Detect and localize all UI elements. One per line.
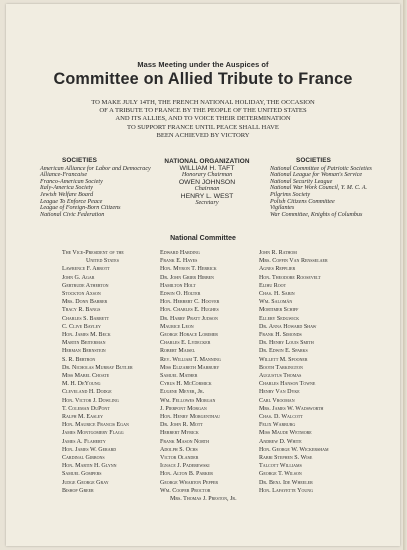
national-organization-header: NATIONAL ORGANIZATION [164, 158, 250, 165]
page-edge [403, 0, 407, 550]
society-item: League To Enforce Peace [40, 198, 103, 205]
committee-member: George T. Wilson [259, 471, 302, 478]
committee-member: M. H. DeYoung [62, 381, 101, 388]
committee-member: Hon. Alton B. Parker [160, 471, 213, 478]
committee-member: United States [86, 258, 119, 265]
committee-member: Chas. D. Walcott [259, 414, 303, 421]
society-item: National Civic Federation [40, 211, 105, 218]
committee-member: Willett M. Spooner [259, 356, 308, 363]
committee-member: Felix Warburg [259, 422, 296, 429]
committee-member: Tracy R. Bangs [62, 307, 101, 314]
committee-member: Victor Olander [160, 455, 199, 462]
committee-member: Mrs. James W. Wadsworth [259, 405, 324, 412]
committee-member: John R. Rathom [259, 250, 297, 256]
committee-member: Miss Elizabeth Marbury [160, 364, 220, 371]
committee-member: Charles Hanson Towne [259, 381, 316, 388]
committee-member: Frank E. Hayes [160, 258, 198, 265]
committee-member: Wm. Cooper Proctor [160, 487, 211, 494]
committee-member: Charles S. Barrett [62, 315, 110, 322]
officer-name: OWEN JOHNSON [178, 179, 236, 186]
committee-member: Samuel Mather [160, 373, 198, 380]
statement-line: TO SUPPORT FRANCE UNTIL PEACE SHALL HAVE [127, 123, 279, 131]
committee-member: T. Coleman DuPont [62, 405, 110, 412]
national-organization [152, 158, 262, 207]
society-item: Alliance-Francaise [40, 172, 88, 179]
statement-line: BEEN ACHIEVED BY VICTORY [156, 131, 250, 139]
committee-column-3 [259, 249, 329, 495]
committee-member: Mrs. Donn Barber [62, 299, 108, 306]
societies-right-header: SOCIETIES [296, 157, 331, 164]
society-item: National War Work Council, Y. M. C. A. [270, 185, 368, 192]
committee-member: George Wharton Pepper [160, 479, 219, 486]
committee-member: Mrs. Coffin Van Rensselaer [259, 258, 328, 265]
committee-member: Dr. Benj. Ide Wheeler [259, 479, 313, 486]
committee-member: S. R. Bertron [62, 356, 96, 363]
committee-member: Cyrus H. McCormick [160, 381, 212, 388]
committee-member: James Montgomery Flagg [62, 430, 124, 437]
officer-role: Secretary [195, 200, 219, 207]
page-title: Committee on Allied Tribute to France [53, 70, 353, 88]
society-item: War Committee, Knights of Columbus [270, 211, 363, 218]
committee-member: Henry Van Dyke [259, 389, 300, 396]
committee-member: Cleveland H. Dodge [62, 389, 112, 396]
society-item: Vigilantes [270, 205, 295, 212]
committee-member: Ellery Sedgwick [259, 315, 300, 322]
committee-member: Wm. Fellowes Morgan [160, 397, 216, 404]
committee-member: Hamilton Holt [160, 282, 196, 289]
committee-member: Hon. Herbert C. Hoover [160, 299, 220, 306]
society-item: Pilgrims Society [270, 191, 311, 198]
committee-member: Eugene Meyer, Jr. [160, 389, 205, 396]
committee-member: Bishop Greer [62, 487, 94, 494]
purpose-statement [62, 99, 344, 140]
committee-member: Martin Beiterman [62, 340, 106, 347]
committee-member: Hon. George W. Wickersham [259, 446, 329, 453]
society-item: Franco-American Society [40, 178, 103, 185]
statement-line: AND ITS ALLIES, AND TO VOICE THEIR DETERMINATION [115, 115, 291, 123]
committee-member: Hon. Theodore Roosevelt [259, 274, 321, 281]
committee-member: Carl Vrooman [259, 397, 295, 404]
committee-member: Chas. H. Sabin [259, 291, 295, 298]
committee-member: Rev. William T. Manning [160, 356, 221, 363]
committee-member: Dr. John R. Mott [160, 422, 203, 429]
committee-member: Miss Mabel Choate [62, 373, 110, 380]
committee-member: Dr. Edwin E. Sparks [259, 348, 308, 355]
committee-member: Hon. Victor J. Dowling [62, 397, 119, 404]
committee-member: Augustus Thomas [259, 373, 302, 380]
program-page [6, 4, 400, 546]
committee-member: Frank H. Simonds [259, 332, 302, 339]
committee-member: Edward Harding [160, 250, 200, 256]
committee-member: George Horace Lorimer [160, 332, 218, 339]
committee-member: Agnes Repplier [259, 266, 296, 273]
committee-member: Hon. James M. Beck [62, 332, 111, 339]
societies-left-header: SOCIETIES [62, 157, 97, 164]
pre-title: Mass Meeting under the Auspices of [137, 60, 269, 69]
society-item: League of Foreign-Born Citizens [40, 205, 121, 212]
committee-column-1 [62, 249, 133, 495]
committee-member: Charles E. Lydecker [160, 340, 211, 347]
society-item: National League for Woman's Service [270, 172, 363, 179]
officer-role: Honorary Chairman [181, 172, 233, 179]
national-committee-header: National Committee [170, 235, 236, 242]
committee-member: Gertrude Atherton [62, 282, 109, 289]
committee-member: Elihu Root [259, 282, 287, 289]
committee-member: Hon. James W. Gerard [62, 446, 117, 453]
committee-member: Wm. Salomán [259, 299, 293, 306]
committee-member: C. Clive Bayley [62, 323, 101, 330]
committee-member: Dr. Nicholas Murray Butler [62, 364, 133, 371]
society-item: Polish Citizens Committee [270, 198, 335, 205]
committee-member: Hon. Myron T. Herrick [160, 266, 217, 273]
committee-member: Dr. Henry Louis Smith [259, 340, 314, 347]
committee-column-2 [160, 249, 237, 503]
society-item: American Alliance for Labor and Democracy [40, 165, 151, 172]
committee-member: Dr. Harry Pratt Judson [160, 315, 218, 322]
officer-name: WILLIAM H. TAFT [179, 165, 235, 172]
officer-role: Chairman [194, 186, 220, 193]
committee-member: The Vice-President of the [62, 250, 124, 256]
committee-member: Rabbi Stephen S. Wise [259, 455, 313, 462]
committee-member: Judge George Gray [62, 479, 109, 486]
committee-member: Booth Tarkington [259, 364, 303, 371]
committee-member: Talcott Williams [259, 463, 302, 470]
committee-member: Frank Mason North [160, 438, 210, 445]
statement-line: OF A TRIBUTE TO FRANCE BY THE PEOPLE OF THE UNITED STATES [99, 107, 307, 115]
society-item: National Committee of Patriotic Societies [270, 165, 372, 172]
committee-member: Cardinal Gibbons [62, 455, 105, 462]
committee-member: Samuel Gompers [62, 471, 102, 478]
committee-member: James A. Flaherty [62, 438, 106, 445]
committee-member: Hon. Henry Morgenthau [160, 414, 220, 421]
committee-member: Dr. John Grier Hibben [160, 274, 214, 281]
society-item: Italy-America Society [40, 185, 93, 192]
committee-member: Robert Maisel [160, 348, 196, 355]
committee-member: Herman Bernstein [62, 348, 106, 355]
committee-member: Ralph M. Easley [62, 414, 103, 421]
committee-member: Stockton Axson [62, 291, 101, 298]
officer-name: HENRY L. WEST [180, 193, 234, 200]
committee-member: J. Pierpont Morgan [160, 405, 207, 412]
society-item: Jewish Welfare Board [40, 191, 94, 198]
committee-member: Maurice Leon [160, 323, 194, 330]
committee-member: Lawrence F. Abbott [62, 266, 110, 273]
committee-member: Hon. Charles E. Hughes [160, 307, 219, 314]
committee-member: Ignace J. Paderewski [160, 463, 210, 470]
committee-member: Herbert Myrick [160, 430, 199, 437]
committee-member: John G. Agar [62, 274, 95, 281]
societies-left [40, 158, 160, 218]
committee-member: Hon. Maurice Francis Egan [62, 422, 129, 429]
statement-line: TO MAKE JULY 14TH, THE FRENCH NATIONAL HOLIDAY, THE OCCASION [91, 99, 315, 106]
committee-member: Hon. Lafayette Young [259, 487, 314, 494]
committee-member: Andrew D. White [259, 438, 302, 445]
committee-member: Miss Maude Wetmore [259, 430, 312, 437]
committee-member: Mrs. Thomas J. Preston, Jr. [170, 496, 237, 503]
committee-member: Hon. Martin H. Glynn [62, 463, 117, 470]
society-item: National Security League [270, 178, 333, 185]
committee-member: Dr. Anna Howard Shaw [259, 323, 317, 330]
committee-member: Edwin O. Holter [160, 291, 201, 298]
committee-member: Adolph S. Ochs [160, 446, 198, 453]
societies-right [270, 158, 400, 218]
committee-member: Mortimer Schiff [259, 307, 299, 314]
